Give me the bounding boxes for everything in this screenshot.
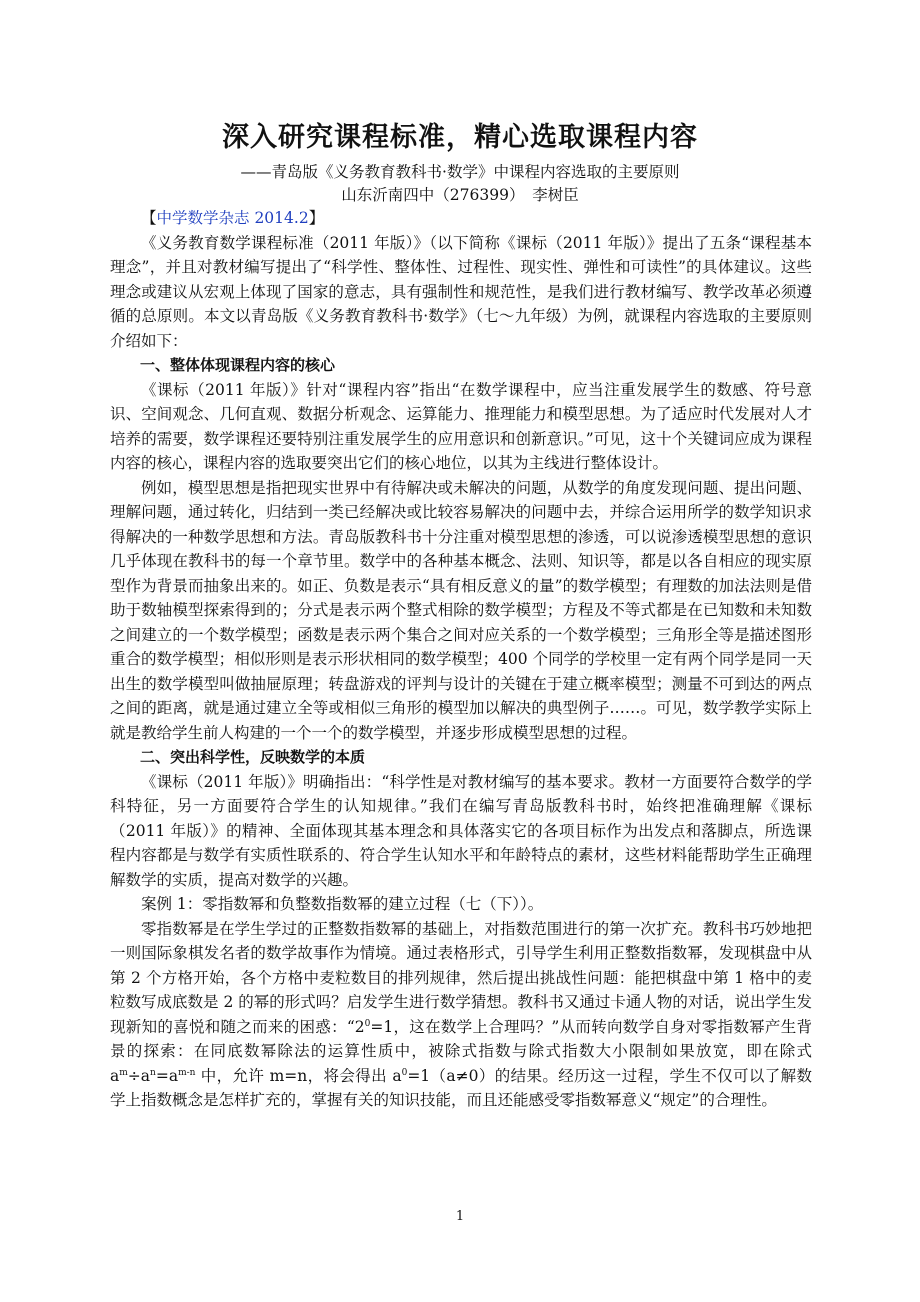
zero-exponent-text-b: =1，这在数学上合理吗？”从而转向数学自身对零指数幂产生背景的探索：在同底数幂除法的运算性质中，被除式指数与除式指数大小限制如果放宽，即在除式 a [110, 1017, 812, 1085]
paragraph-zero-exponent [110, 917, 812, 1113]
paragraph-core-content: 《课标（2011 年版）》针对“课程内容”指出“在数学课程中，应当注重发展学生的数感、符号意识、空间观念、几何直观、数据分析观念、运算能力、推理能力和模型思想。为了适应时代发展对人才培养的需要，数学课程还要特别注重发展学生的应用意识和创新意识。”可见，这十个关键词应成为课程内容的核心，课程内容的选取要突出它们的核心地位，以其为主线进行整体设计。 [110, 380, 812, 472]
case-1-title: 案例 1：零指数幂和负整数指数幂的建立过程（七（下））。 [141, 895, 544, 913]
section-heading-1: 一、整体体现课程内容的核心 [140, 356, 336, 374]
source-line [110, 206, 812, 231]
zero-exponent-text-d: =a [155, 1066, 179, 1085]
superscript-zero: 0 [364, 1018, 371, 1029]
superscript-m: m [119, 1067, 128, 1078]
page-number: 1 [455, 1209, 465, 1224]
paragraph-scientific: 《课标（2011 年版）》明确指出：“科学性是对教材编写的基本要求。教材一方面要符合数学的学科特征，另一方面要符合学生的认知规律。”我们在编写青岛版教科书时，始终把准确理解《课标（2011 年版）》的精神、全面体现其基本理念和具体落实它的各项目标作为出发点和落脚点，所选课程内容都是与数学有实质性联系的、符合学生认知水平和年龄特点的素材，这些材料能帮助学生正确理解数学的实质，提高对数学的兴趣。 [110, 772, 812, 889]
author-line: 山东沂南四中（276399） 李树臣 [341, 186, 579, 204]
zero-exponent-text-c: ÷a [127, 1066, 151, 1085]
zero-exponent-text-a: 零指数幂是在学生学过的正整数指数幂的基础上，对指数范围进行的第一次扩充。教科书巧妙地把一则国际象棋发名者的数学故事作为情境。通过表格形式，引导学生利用正整数指数幂，发现棋盘中从第 2 个方格开始，各个方格中麦粒数目的排列规律，然后提出挑战性问题：能把棋盘中第 1 格中的麦粒数写成底数是 2 的幂的形式吗？启发学生进行数学猜想。教科书又通过卡通人物的对话，说出学生发现新知的喜悦和随之而来的困惑：“2 [110, 919, 812, 1036]
superscript-zero-2: 0 [401, 1067, 408, 1078]
document-title: 深入研究课程标准，精心选取课程内容 [222, 122, 698, 153]
source-bracket-close: 】 [308, 209, 325, 227]
document-subtitle: ——青岛版《义务教育教科书·数学》中课程内容选取的主要原则 [240, 163, 680, 181]
article-body [110, 206, 812, 1113]
paragraph-model-thinking: 例如，模型思想是指把现实世界中有待解决或未解决的问题，从数学的角度发现问题、提出问题、理解问题，通过转化，归结到一类已经解决或比较容易解决的问题中去，并综合运用所学的数学知识求得解决的一种数学思想和方法。青岛版教科书十分注重对模型思想的渗透，可以说渗透模型思想的意识几乎体现在教科书的每一个章节里。数学中的各种基本概念、法则、知识等，都是以各自相应的现实原型作为背景而抽象出来的。如正、负数是表示“具有相反意义的量”的数学模型；有理数的加法法则是借助于数轴模型探索得到的；分式是表示两个整式相除的数学模型；方程及不等式都是在已知数和未知数之间建立的一个数学模型；函数是表示两个集合之间对应关系的一个数学模型；三角形全等是描述图形重合的数学模型；相似形则是表示形状相同的数学模型；400 个同学的学校里一定有两个同学是同一天出生的数学模型叫做抽屉原理；转盘游戏的评判与设计的关键在于建立概率模型；测量不可到达的两点之间的距离，就是通过建立全等或相似三角形的模型加以解决的典型例子……。可见，数学教学实际上就是教给学生前人构建的一个一个的数学模型，并逐步形成模型思想的过程。 [110, 478, 812, 742]
zero-exponent-text-e: 中，允许 m=n，将会得出 a [195, 1066, 402, 1085]
source-link[interactable]: 中学数学杂志 2014.2 [156, 209, 309, 227]
source-bracket-open: 【 [141, 209, 157, 227]
zero-exponent-text-f: =1（a≠0）的结果。经历这一过程，学生不仅可以了解数学上指数概念是怎样扩充的，掌握有关的知识技能，而且还能感受零指数幂意义“规定”的合理性。 [110, 1066, 812, 1109]
superscript-n: n [150, 1067, 156, 1078]
intro-paragraph: 《义务教育数学课程标准（2011 年版）》（以下简称《课标（2011 年版）》提出了五条“课程基本理念”，并且对教材编写提出了“科学性、整体性、过程性、现实性、弹性和可读性”的具体建议。这些理念或建议从宏观上体现了国家的意志，具有强制性和规范性，是我们进行教材编写、教学改革必须遵循的总原则。本文以青岛版《义务教育教科书·数学》（七～九年级）为例，就课程内容选取的主要原则介绍如下： [110, 233, 812, 350]
superscript-m-minus-n: m-n [178, 1067, 196, 1078]
section-heading-2: 二、突出科学性，反映数学的本质 [140, 748, 366, 766]
